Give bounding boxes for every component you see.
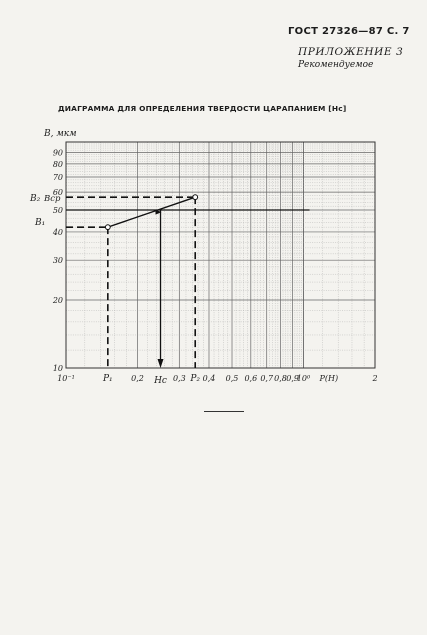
b1-label: B₁ <box>35 218 46 229</box>
bottom-divider <box>204 411 244 412</box>
y-tick-label: 30 <box>52 256 63 266</box>
y-tick-label: 40 <box>52 227 63 237</box>
x-tick-label: 0,9 <box>286 374 300 383</box>
x-tick-label: 0,6 <box>244 374 258 383</box>
b2-label: B₂ <box>30 194 41 205</box>
y-axis-label: B, мкм <box>44 129 77 139</box>
x-tick-label: 0,7 <box>260 374 274 383</box>
plot-area <box>66 142 375 368</box>
y-tick-label: 60 <box>52 188 63 198</box>
y-tick-label: 80 <box>52 159 63 169</box>
p2-label: P₂ <box>190 374 201 384</box>
bcp-label: Bср <box>44 194 61 205</box>
data-point-p1 <box>105 225 110 230</box>
page-header-gost: ГОСТ 27326—87 С. 7 <box>288 26 410 37</box>
x-tick-label: 10⁻¹ <box>57 374 75 383</box>
appendix-title: ПРИЛОЖЕНИЕ 3 <box>298 46 404 58</box>
x-tick-label: 0,4 <box>202 374 216 383</box>
appendix-subtitle: Рекомендуемое <box>298 60 374 70</box>
y-tick-label: 10 <box>52 364 63 373</box>
x-axis-label: P(H) <box>319 374 339 383</box>
x-tick-label: 0,3 <box>172 374 186 383</box>
x-tick-label: 10⁰ <box>296 374 311 383</box>
y-tick-label: 90 <box>52 148 63 158</box>
x-tick-label: 2 <box>372 374 378 383</box>
p1-label: P₁ <box>102 374 113 384</box>
hc-label: Hc <box>154 376 167 386</box>
y-tick-label: 50 <box>52 206 63 216</box>
chart-title: ДИАГРАММА ДЛЯ ОПРЕДЕЛЕНИЯ ТВЕРДОСТИ ЦАРАПАНИЕМ [Hc] <box>58 104 347 113</box>
x-tick-label: 0,2 <box>131 374 144 383</box>
data-point-p2 <box>193 195 198 200</box>
x-tick-label: 0,5 <box>225 374 239 383</box>
y-tick-label: 70 <box>52 173 63 183</box>
x-tick-label: 0,8 <box>274 374 287 383</box>
y-tick-label: 20 <box>52 295 63 305</box>
